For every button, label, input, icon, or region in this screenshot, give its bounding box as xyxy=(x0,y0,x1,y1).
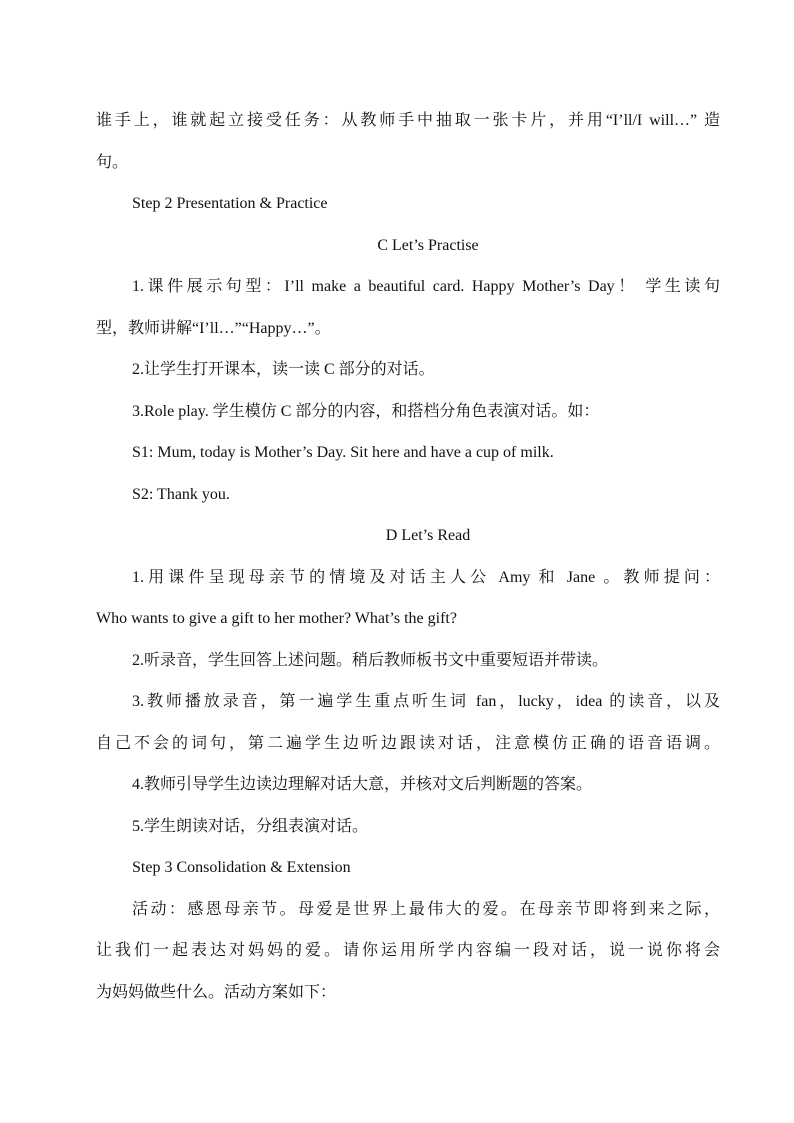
text-line: 3.Role play. 学生模仿 C 部分的内容，和搭档分角色表演对话。如： xyxy=(132,402,600,420)
text-line: 自己不会的词句，第二遍学生边听边跟读对话，注意模仿正确的语音语调。 xyxy=(96,734,720,752)
document-body xyxy=(96,100,720,1013)
text-line: 4.教师引导学生边读边理解对话大意，并核对文后判断题的答案。 xyxy=(132,776,593,793)
text-line: 谁手上，谁就起立接受任务：从教师手中抽取一张卡片，并用“I’ll/I will…” 造 xyxy=(96,112,720,129)
section-heading: D Let’s Read xyxy=(385,527,471,544)
text-line: Step 3 Consolidation & Extension xyxy=(132,859,351,876)
text-line: 1.课件展示句型：I’ll make a beautiful card. Happy Mother’s Day！ 学生读句 xyxy=(132,278,720,295)
text-line: 5.学生朗读对话，分组表演对话。 xyxy=(132,817,369,835)
section-heading: C Let’s Practise xyxy=(377,236,479,254)
text-line: S1: Mum, today is Mother’s Day. Sit here and have a cup of milk. xyxy=(132,444,554,461)
text-line: 3.教师播放录音，第一遍学生重点听生词 fan，lucky，idea 的读音，以及 xyxy=(132,693,720,710)
text-line: 为妈妈做些什么。活动方案如下： xyxy=(96,983,337,1001)
text-line: 型，教师讲解“I’ll…”“Happy…”。 xyxy=(96,319,331,337)
text-line: 句。 xyxy=(96,153,129,171)
text-line: 2.听录音，学生回答上述问题。稍后教师板书文中重要短语并带读。 xyxy=(132,651,609,669)
text-line: 活动：感恩母亲节。母爱是世界上最伟大的爱。在母亲节即将到来之际， xyxy=(132,900,720,918)
text-line: 让我们一起表达对妈妈的爱。请你运用所学内容编一段对话，说一说你将会 xyxy=(96,942,720,959)
text-line: 2.让学生打开课本，读一读 C 部分的对话。 xyxy=(132,361,435,378)
text-line: S2: Thank you. xyxy=(132,485,230,503)
text-line: 1.用课件呈现母亲节的情境及对话主人公 Amy 和 Jane 。教师提问： xyxy=(132,568,720,586)
text-line: Step 2 Presentation & Practice xyxy=(132,195,328,212)
text-line: Who wants to give a gift to her mother? What’s the gift? xyxy=(96,610,457,627)
